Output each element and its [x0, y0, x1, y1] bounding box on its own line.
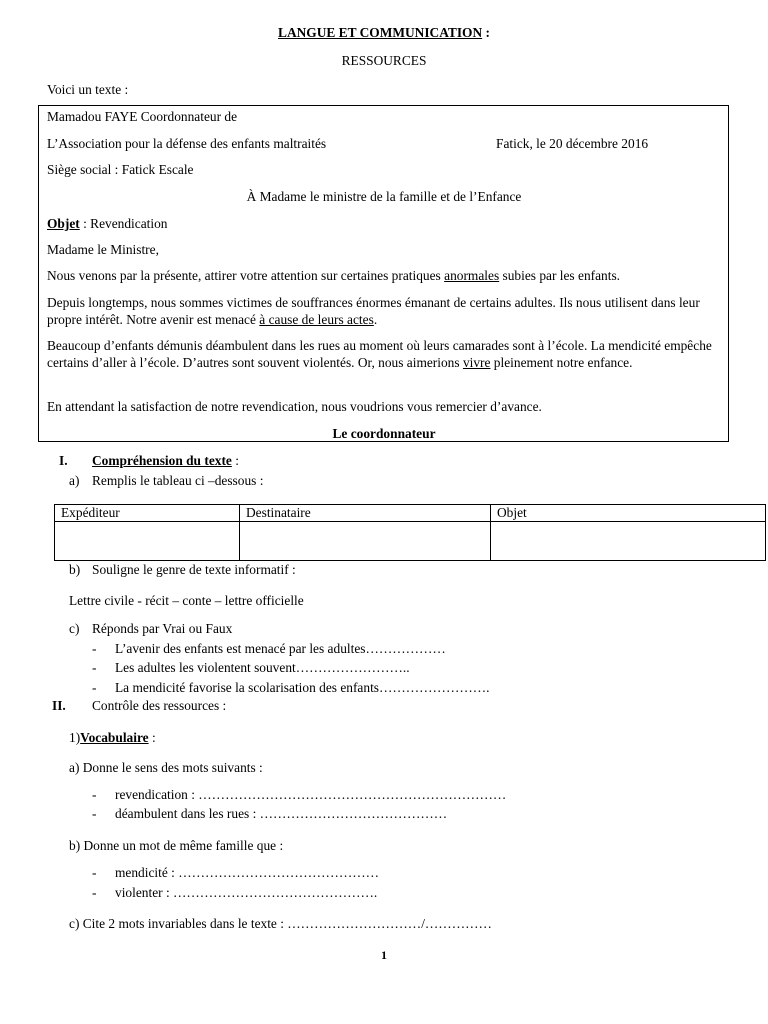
vocabulary-heading: 1)Vocabulaire :	[69, 730, 156, 745]
section-1-numeral: I.	[59, 453, 68, 468]
recipient-line: À Madame le ministre de la famille et de l’Enfance	[246, 189, 522, 204]
object-line: Objet : Revendication	[47, 216, 168, 231]
section-2-numeral: II.	[52, 698, 66, 713]
vocab-question-a: a) Donne le sens des mots suivants :	[69, 760, 263, 775]
question-b-label: b)	[69, 562, 81, 577]
question-b-options: Lettre civile - récit – conte – lettre officielle	[69, 593, 304, 608]
sender-line-1: Mamadou FAYE Coordonnateur de	[47, 109, 238, 124]
question-c-label: c)	[69, 621, 80, 636]
table-cell-objet[interactable]	[491, 522, 766, 561]
dash-bullet: -	[92, 660, 97, 675]
object-label: Objet	[47, 216, 80, 231]
dash-bullet: -	[92, 806, 97, 821]
dash-bullet: -	[92, 865, 97, 880]
list-item: La mendicité favorise la scolarisation des enfants…………………….	[115, 680, 490, 695]
section-1-heading: Compréhension du texte :	[92, 453, 239, 468]
question-b-text: Souligne le genre de texte informatif :	[92, 562, 296, 577]
list-item: L’avenir des enfants est menacé par les adultes………………	[115, 641, 446, 656]
section-2-title: Contrôle des ressources :	[92, 698, 227, 713]
vocab-question-b: b) Donne un mot de même famille que :	[69, 838, 284, 853]
list-item: violenter : ……………………………………….	[115, 885, 378, 900]
signature: Le coordonnateur	[332, 426, 436, 441]
letter-paragraph-3: Beaucoup d’enfants démunis déambulent dans les rues au moment où leurs camarades sont à l’école. La mendicité empêche certains d’aller à l’école. D’autres sont souvent violentés. Or, nous aimerions vivre pleinement notre enfance.	[47, 338, 712, 370]
question-a-text: Remplis le tableau ci –dessous :	[92, 473, 264, 488]
vocabulary-title: Vocabulaire	[80, 730, 149, 745]
dash-bullet: -	[92, 787, 97, 802]
table-row	[55, 522, 766, 561]
document-title-line: LANGUE ET COMMUNICATION :	[278, 25, 490, 40]
dash-bullet: -	[92, 680, 97, 695]
table-header-destinataire: Destinataire	[240, 505, 491, 522]
document-subtitle: RESSOURCES	[341, 53, 427, 68]
seat-line: Siège social : Fatick Escale	[47, 162, 194, 177]
table-header-objet: Objet	[491, 505, 766, 522]
section-1-title: Compréhension du texte	[92, 453, 232, 468]
table-cell-expediteur[interactable]	[55, 522, 240, 561]
dash-bullet: -	[92, 885, 97, 900]
place-date: Fatick, le 20 décembre 2016	[496, 136, 649, 151]
intro-text: Voici un texte :	[47, 82, 129, 97]
list-item: Les adultes les violentent souvent……………………..	[115, 660, 410, 675]
letter-paragraph-2: Depuis longtemps, nous sommes victimes de souffrances énormes émanant de certains adultes. Ils nous utilisent dans leur propre intérêt. Notre avenir est menacé à cause de leurs actes.	[47, 295, 700, 327]
salutation: Madame le Ministre,	[47, 242, 159, 257]
table-header-row	[55, 505, 766, 522]
list-item: revendication : ……………………………………………………………	[115, 787, 507, 802]
page-number: 1	[381, 948, 387, 962]
letter-paragraph-4: En attendant la satisfaction de notre revendication, nous voudrions vous remercier d’avance.	[47, 399, 542, 414]
document-title: LANGUE ET COMMUNICATION	[278, 25, 483, 40]
question-a-label: a)	[69, 473, 80, 488]
list-item: déambulent dans les rues : ……………………………………	[115, 806, 448, 821]
vocab-question-c: c) Cite 2 mots invariables dans le texte : …………………………/……………	[69, 916, 492, 931]
table-header-expediteur: Expéditeur	[55, 505, 240, 522]
dash-bullet: -	[92, 641, 97, 656]
sender-line-2: L’Association pour la défense des enfants maltraités	[47, 136, 327, 151]
table-cell-destinataire[interactable]	[240, 522, 491, 561]
question-c-text: Réponds par Vrai ou Faux	[92, 621, 233, 636]
answer-table	[54, 504, 766, 561]
letter-paragraph-1: Nous venons par la présente, attirer votre attention sur certaines pratiques anormales subies par les enfants.	[47, 268, 621, 283]
list-item: mendicité : ………………………………………	[115, 865, 380, 880]
